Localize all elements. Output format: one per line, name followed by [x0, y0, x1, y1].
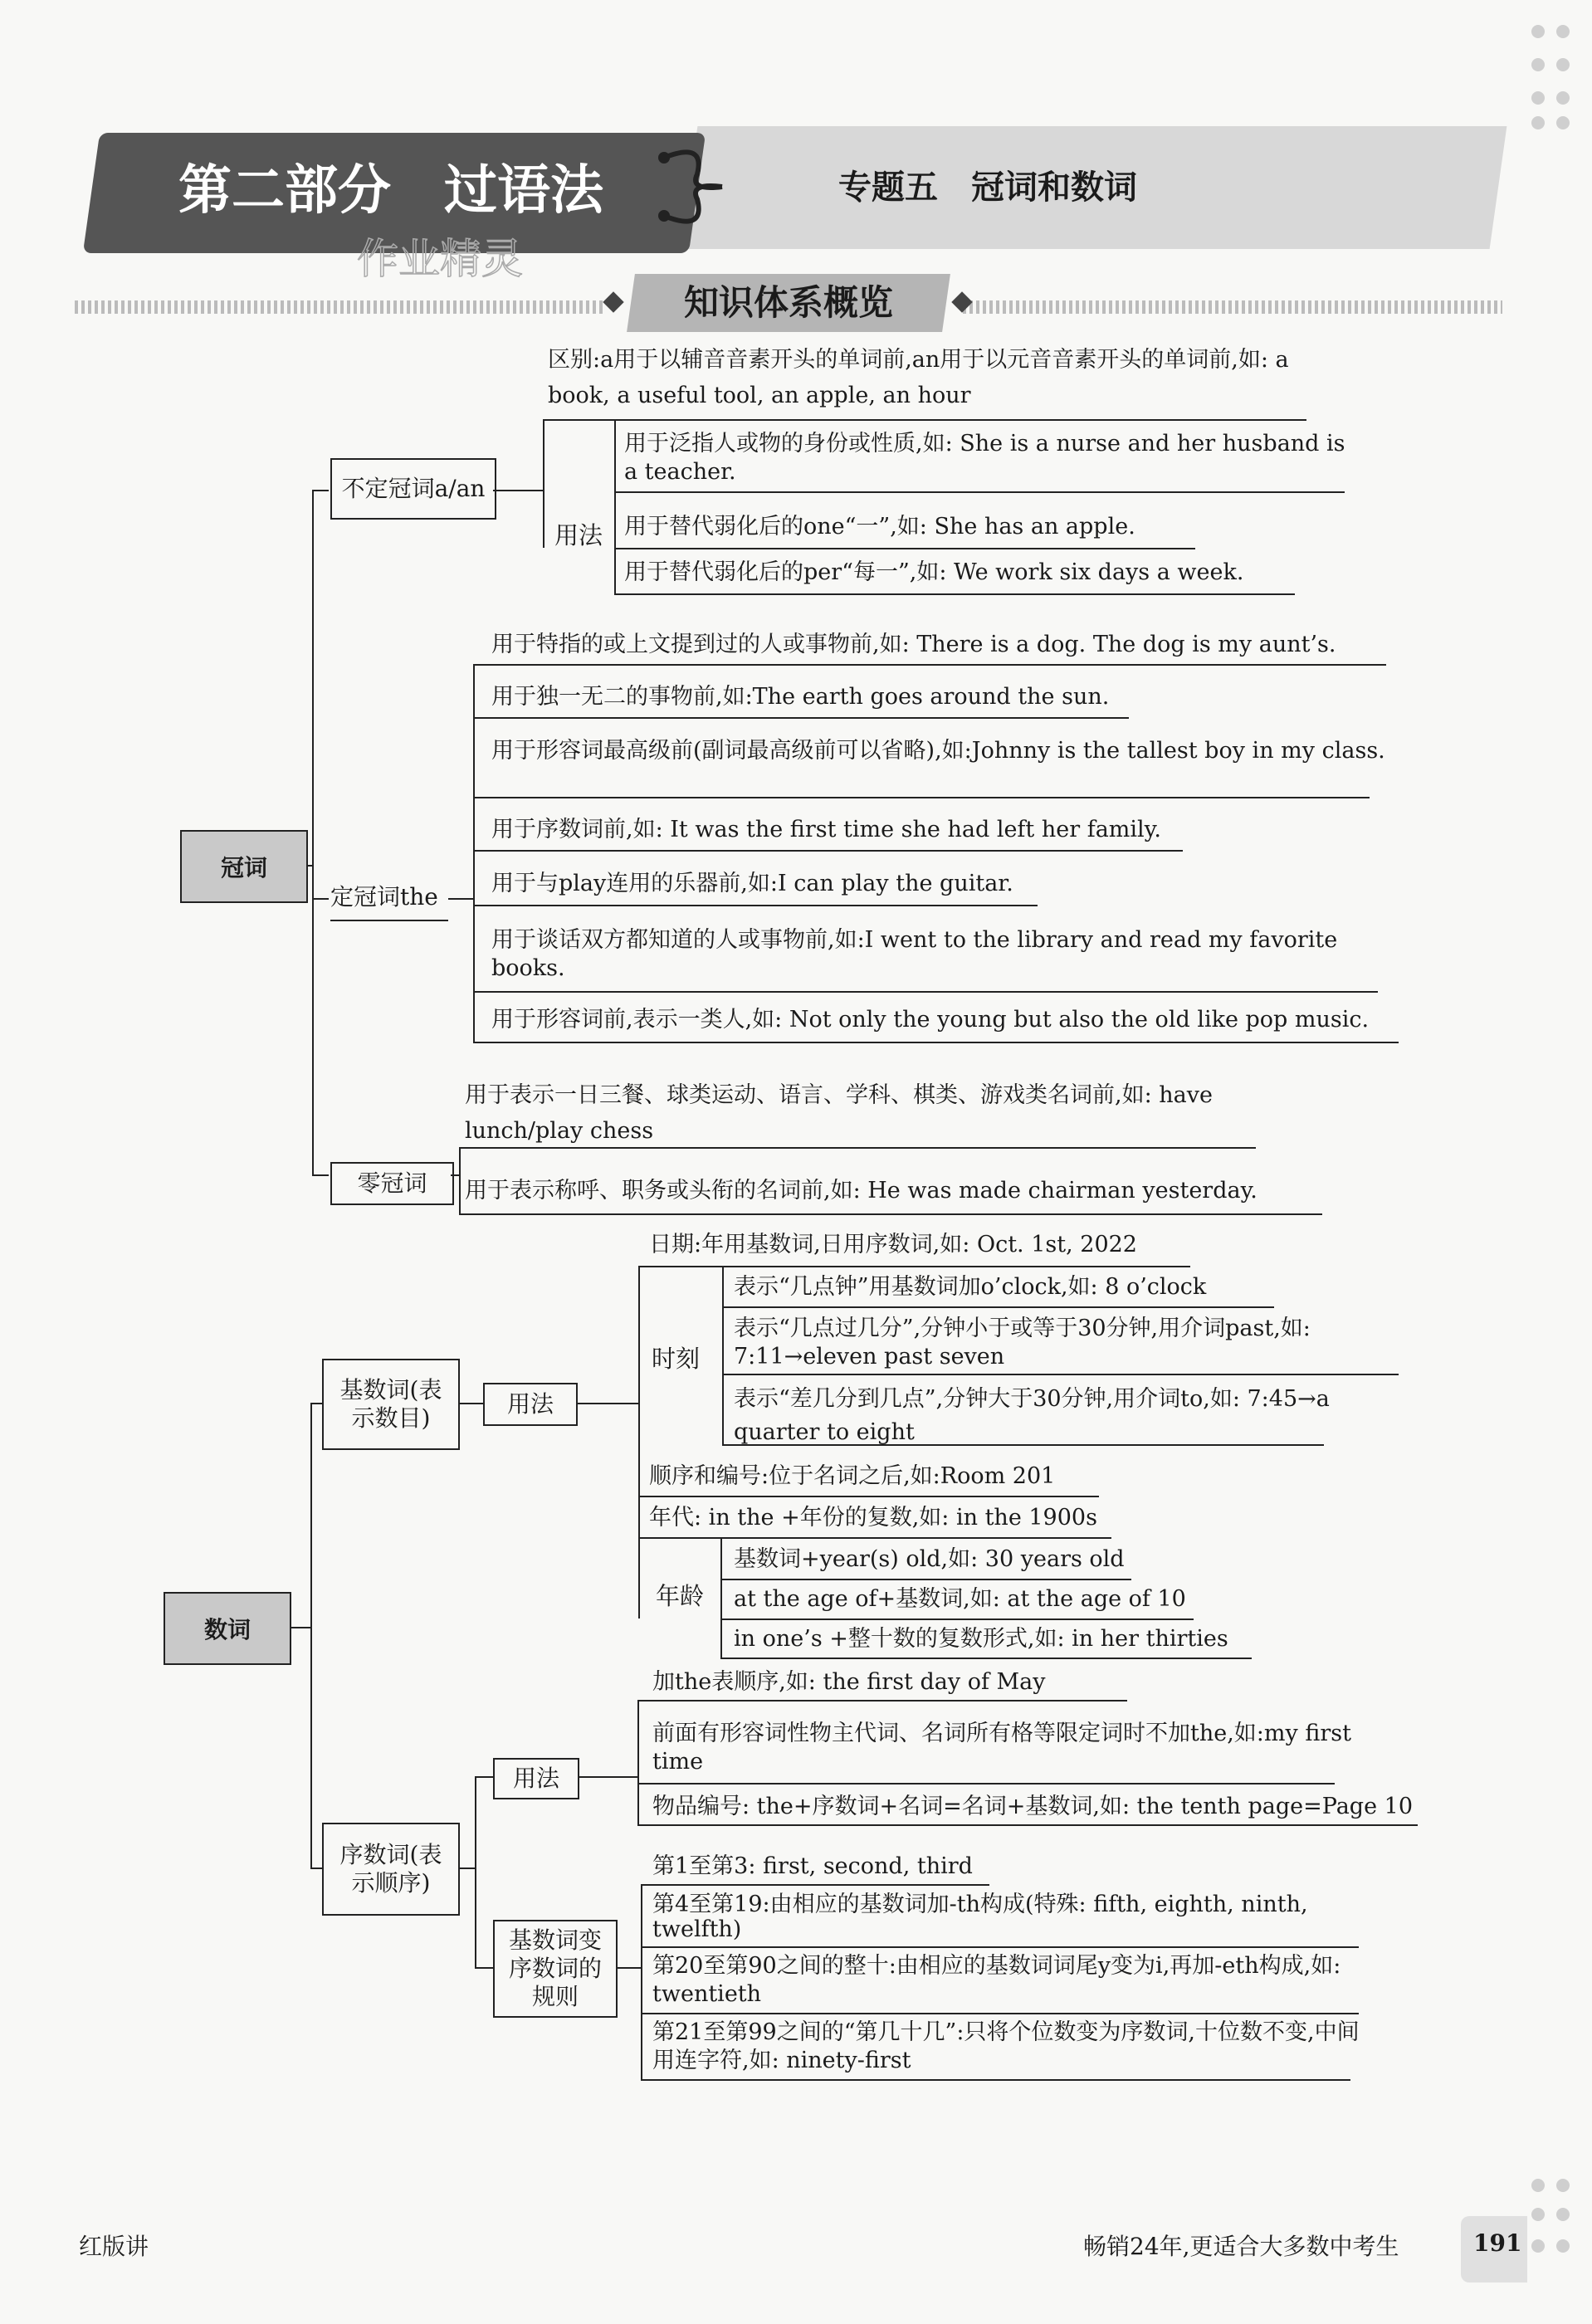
age-item-2: at the age of+基数词,如: at the age of 10: [734, 1586, 1186, 1612]
connector: [720, 1537, 722, 1658]
decor-dot: [1531, 91, 1545, 105]
ordinal-label: 序数词(表示顺序): [339, 1841, 442, 1897]
underline: [473, 797, 1370, 798]
connector: [578, 1776, 637, 1778]
decor-dot: [1531, 25, 1545, 38]
indefinite-usage-label: 用法: [554, 521, 603, 549]
underline: [473, 905, 1038, 906]
node-ordinal-usage: 用法: [493, 1758, 579, 1799]
underline: [473, 1042, 1399, 1043]
footer-slogan: 畅销24年,更适合大多数中考生: [1083, 2233, 1399, 2260]
connector: [576, 1403, 638, 1404]
decor-dot: [1556, 58, 1570, 71]
topic-title: 专题五 冠词和数词: [838, 168, 1137, 207]
ordinal-rule-1: 第1至第3: first, second, third: [652, 1853, 973, 1879]
section-rule-right: [963, 300, 1502, 314]
time-item-2: 表示“几点过几分”,分钟小于或等于30分钟,用介词past,如: 7:11→eleven past seven: [734, 1316, 1311, 1370]
definite-usage-4: 用于序数词前,如: It was the first time she had left her family.: [491, 817, 1161, 842]
connector: [448, 898, 473, 900]
connector: [614, 419, 616, 593]
decor-dot: [1556, 25, 1570, 38]
underline: [473, 664, 1386, 666]
connector: [543, 419, 545, 548]
ordinal-rule-2: 第4至第19:由相应的基数词加-th构成(特殊: fifth, eighth, ninth, twelfth): [652, 1892, 1308, 1942]
cardinal-time-label: 时刻: [652, 1345, 701, 1373]
connector: [312, 898, 329, 900]
connector: [458, 1868, 475, 1869]
underline: [543, 419, 1306, 421]
connector: [641, 1884, 642, 2079]
cardinal-order-number: 顺序和编号:位于名词之后,如:Room 201: [649, 1463, 1056, 1489]
decor-dot: [1556, 2208, 1570, 2221]
underline: [459, 1213, 1322, 1215]
ordinal-rule-4: 第21至第99之间的“第几十几”:只将个位数变为序数词,十位数不变,中间用连字符,如: ninety-first: [652, 2019, 1360, 2073]
underline: [638, 1537, 1111, 1539]
zero-usage-1: 用于表示一日三餐、球类运动、语言、学科、棋类、游戏类名词前,如: have lunch/play chess: [465, 1082, 1213, 1144]
underline: [638, 1266, 1190, 1267]
cardinal-decade: 年代: in the +年份的复数,如: in the 1900s: [649, 1505, 1097, 1531]
connector: [475, 1967, 493, 1969]
connector: [638, 1266, 640, 1618]
underline: [473, 717, 1129, 719]
underline: [641, 2079, 1350, 2081]
connector: [312, 1174, 329, 1176]
underline: [473, 991, 1378, 993]
decor-dot: [1531, 2179, 1545, 2192]
connector: [310, 1403, 312, 1868]
underline: [641, 2013, 1359, 2014]
decor-dot: [1556, 91, 1570, 105]
ordinal-usage-1: 加the表顺序,如: the first day of May: [652, 1669, 1046, 1695]
section-title: 知识体系概览: [683, 282, 893, 323]
part-title: 第二部分 过语法: [178, 160, 603, 222]
node-zero-article: 零冠词: [330, 1162, 454, 1205]
indefinite-difference: 区别:a用于以辅音音素开头的单词前,an用于以元音音素开头的单词前,如: a book, a useful tool, an apple, an hour: [548, 347, 1289, 408]
underline: [637, 1824, 1418, 1826]
underline: [637, 1700, 1127, 1702]
definite-usage-1: 用于特指的或上文提到过的人或事物前,如: There is a dog. The dog is my aunt’s.: [491, 632, 1336, 657]
connector: [722, 1266, 724, 1444]
watermark: 作业精灵: [357, 235, 523, 283]
node-ordinal-rules: [493, 1920, 618, 2018]
underline: [638, 1496, 1099, 1497]
connector: [616, 1967, 641, 1969]
node-article: 冠词: [180, 830, 308, 903]
underline: [641, 1946, 1359, 1948]
underline: [720, 1579, 1131, 1580]
decor-dot: [1556, 116, 1570, 129]
node-cardinal: [322, 1359, 460, 1450]
underline: [473, 850, 1183, 852]
connector: [475, 1776, 493, 1778]
ordinal-rule-3: 第20至第90之间的整十:由相应的基数词词尾y变为i,再加-eth构成,如: twentieth: [652, 1953, 1341, 2007]
connector: [475, 1776, 476, 1967]
underline: [722, 1374, 1399, 1375]
indefinite-usage-2: 用于替代弱化后的one“一”,如: She has an apple.: [624, 514, 1135, 540]
connector: [473, 664, 475, 1042]
connector: [312, 490, 314, 1174]
connector: [459, 1147, 461, 1213]
footer-left: 红版讲: [79, 2233, 149, 2260]
node-definite-article: 定冠词the: [330, 875, 448, 921]
connector: [290, 1627, 310, 1628]
connector: [312, 490, 329, 491]
indefinite-usage-3: 用于替代弱化后的per“每一”,如: We work six days a week.: [624, 559, 1244, 585]
definite-usage-6: 用于谈话双方都知道的人或事物前,如:I went to the library and read my favorite books.: [491, 927, 1338, 981]
underline: [720, 1658, 1252, 1659]
node-ordinal: [322, 1823, 460, 1916]
underline: [614, 593, 1295, 595]
underline: [614, 491, 1345, 493]
ordinal-rules-label: 基数词变序数词的规则: [508, 1926, 602, 2010]
decor-dot: [1531, 116, 1545, 129]
cardinal-label: 基数词(表示数目): [339, 1376, 442, 1432]
ordinal-usage-3: 物品编号: the+序数词+名词=名词+基数词,如: the tenth page=Page 10: [652, 1794, 1414, 1819]
connector: [493, 490, 543, 491]
definite-usage-2: 用于独一无二的事物前,如:The earth goes around the sun.: [491, 684, 1110, 710]
connector: [451, 1174, 459, 1176]
cardinal-age-label: 年龄: [656, 1582, 705, 1610]
definite-usage-5: 用于与play连用的乐器前,如:I can play the guitar.: [491, 871, 1013, 896]
connector: [458, 1403, 483, 1404]
decor-dot: [1556, 2239, 1570, 2253]
hook-icon: [647, 141, 755, 232]
time-item-1: 表示“几点钟”用基数词加o’clock,如: 8 o’clock: [734, 1274, 1207, 1300]
decor-dot: [1556, 2179, 1570, 2192]
connector: [310, 1868, 322, 1869]
decor-dot: [1531, 2208, 1545, 2221]
node-cardinal-usage: 用法: [483, 1383, 578, 1426]
underline: [614, 548, 1195, 549]
indefinite-usage-1: 用于泛指人或物的身份或性质,如: She is a nurse and her husband is a teacher.: [624, 431, 1345, 485]
underline: [720, 1618, 1194, 1620]
connector: [310, 1403, 322, 1404]
definite-usage-7: 用于形容词前,表示一类人,如: Not only the young but also the old like pop music.: [491, 1007, 1370, 1033]
node-indefinite-article: 不定冠词a/an: [330, 458, 496, 520]
age-item-1: 基数词+year(s) old,如: 30 years old: [734, 1546, 1125, 1572]
decor-dot: [1531, 2239, 1545, 2253]
ordinal-usage-2: 前面有形容词性物主代词、名词所有格等限定词时不加the,如:my first time: [652, 1721, 1351, 1775]
age-item-3: in one’s +整十数的复数形式,如: in her thirties: [734, 1626, 1228, 1652]
underline: [722, 1444, 1324, 1446]
decor-dot: [1531, 58, 1545, 71]
node-numeral: 数词: [164, 1592, 291, 1665]
definite-usage-3: 用于形容词最高级前(副词最高级前可以省略),如:Johnny is the tallest boy in my class.: [491, 738, 1385, 764]
zero-usage-2: 用于表示称呼、职务或头衔的名词前,如: He was made chairman yesterday.: [465, 1178, 1257, 1204]
underline: [459, 1147, 1256, 1149]
time-item-3: 表示“差几分到几点”,分钟大于30分钟,用介词to,如: 7:45→a quarter to eight: [734, 1386, 1330, 1445]
cardinal-date: 日期:年用基数词,日用序数词,如: Oct. 1st, 2022: [649, 1232, 1137, 1257]
connector: [306, 865, 312, 867]
page-number: 191: [1473, 2229, 1522, 2257]
underline: [722, 1306, 1274, 1308]
section-rule-left: [75, 300, 606, 314]
diamond-icon: [603, 291, 623, 312]
underline: [641, 1884, 989, 1886]
underline: [637, 1783, 1335, 1784]
connector: [637, 1700, 639, 1824]
